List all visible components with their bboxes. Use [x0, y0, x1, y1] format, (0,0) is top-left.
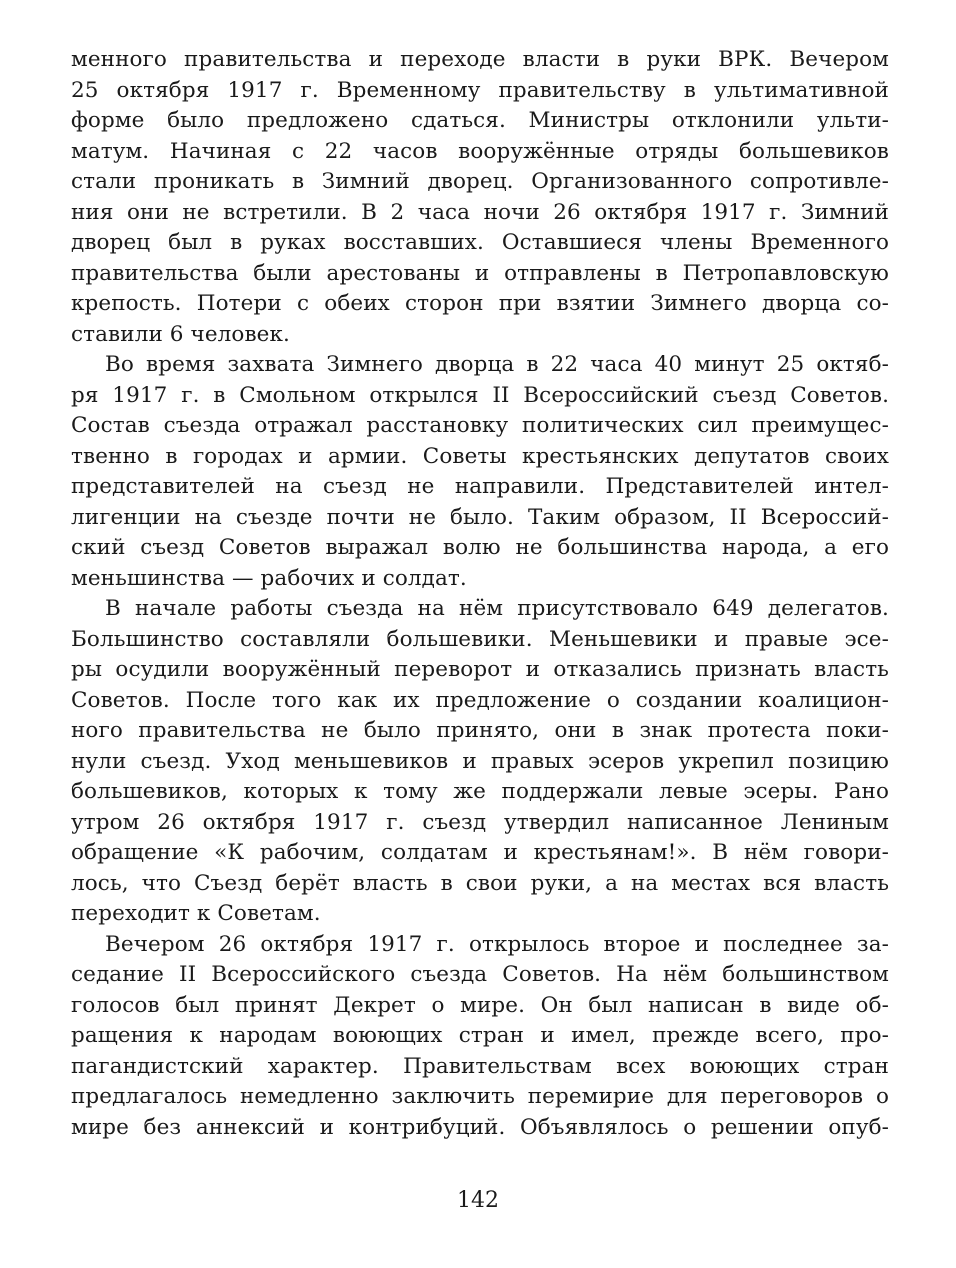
text-line: форме было предложено сдаться. Министры отклонили ульти-	[71, 108, 889, 133]
text-line: голосов был принят Декрет о мире. Он был написан в виде об-	[71, 992, 889, 1018]
text-line: ры осудили вооружённый переворот и отказались признать власть	[71, 657, 889, 682]
text-line: большевиков, которых к тому же поддержали левые эсеры. Рано	[71, 779, 889, 804]
paragraph-3	[71, 594, 889, 930]
text-line: менного правительства и переходе власти в руки ВРК. Вечером	[71, 47, 889, 72]
text-line: В начале работы съезда на нём присутствовало 649 делегатов.	[105, 596, 889, 621]
text-line: обращение «К рабочим, солдатам и крестьянам!». В нём говори-	[71, 840, 889, 865]
text-line: стали проникать в Зимний дворец. Организованного сопротивле-	[71, 169, 889, 194]
text-line: представителей на съезд не направили. Представителей интел-	[71, 474, 889, 499]
text-line: Советов. После того как их предложение о создании коалицион-	[71, 687, 889, 713]
text-line: нули съезд. Уход меньшевиков и правых эсеров укрепил позицию	[71, 748, 889, 774]
text-line: Во время захвата Зимнего дворца в 22 часа 40 минут 25 октяб-	[105, 352, 889, 377]
text-line: 25 октября 1917 г. Временному правительству в ультимативной	[71, 77, 889, 103]
text-line: ставили 6 человек.	[71, 321, 290, 347]
text-line: пагандистский характер. Правительствам всех воюющих стран	[71, 1053, 889, 1079]
text-line: лось, что Съезд берёт власть в свои руки, а на местах вся власть	[71, 870, 889, 896]
text-line: мире без аннексий и контрибуций. Объявлялось о решении опуб-	[71, 1114, 889, 1140]
body-text	[71, 45, 889, 1143]
text-line: Большинство составляли большевики. Меньшевики и правые эсе-	[71, 626, 889, 652]
paragraph-4	[71, 930, 889, 1144]
text-line: утром 26 октября 1917 г. съезд утвердил написанное Лениным	[71, 809, 889, 835]
text-line: правительства были арестованы и отправлены в Петропавловскую	[71, 260, 889, 286]
text-line: матум. Начиная с 22 часов вооружённые отряды большевиков	[71, 138, 889, 164]
text-line: дворец был в руках восставших. Оставшиеся члены Временного	[71, 230, 889, 255]
paragraph-2	[71, 350, 889, 594]
text-line: переходит к Советам.	[71, 901, 321, 926]
text-line: седание II Всероссийского съезда Советов. На нём большинством	[71, 962, 889, 987]
text-line: ния они не встретили. В 2 часа ночи 26 октября 1917 г. Зимний	[71, 199, 889, 225]
page-number: 142	[457, 1188, 499, 1213]
text-line: ря 1917 г. в Смольном открылся II Всероссийский съезд Советов.	[71, 382, 889, 408]
paragraph-1	[71, 45, 889, 350]
text-line: меньшинства — рабочих и солдат.	[71, 565, 467, 591]
text-line: ращения к народам воюющих стран и имел, прежде всего, про-	[71, 1023, 889, 1048]
text-line: предлагалось немедленно заключить перемирие для переговоров о	[71, 1084, 889, 1109]
text-line: Состав съезда отражал расстановку политических сил преимущес-	[71, 413, 889, 438]
text-line: ский съезд Советов выражал волю не большинства народа, а его	[71, 535, 889, 560]
text-line: крепость. Потери с обеих сторон при взятии Зимнего дворца со-	[71, 291, 889, 316]
text-line: ного правительства не было принято, они в знак протеста поки-	[71, 718, 889, 743]
text-line: Вечером 26 октября 1917 г. открылось второе и последнее за-	[105, 931, 889, 957]
text-line: лигенции на съезде почти не было. Таким образом, II Всероссий-	[71, 504, 889, 530]
text-line: твенно в городах и армии. Советы крестьянских депутатов своих	[71, 443, 889, 469]
